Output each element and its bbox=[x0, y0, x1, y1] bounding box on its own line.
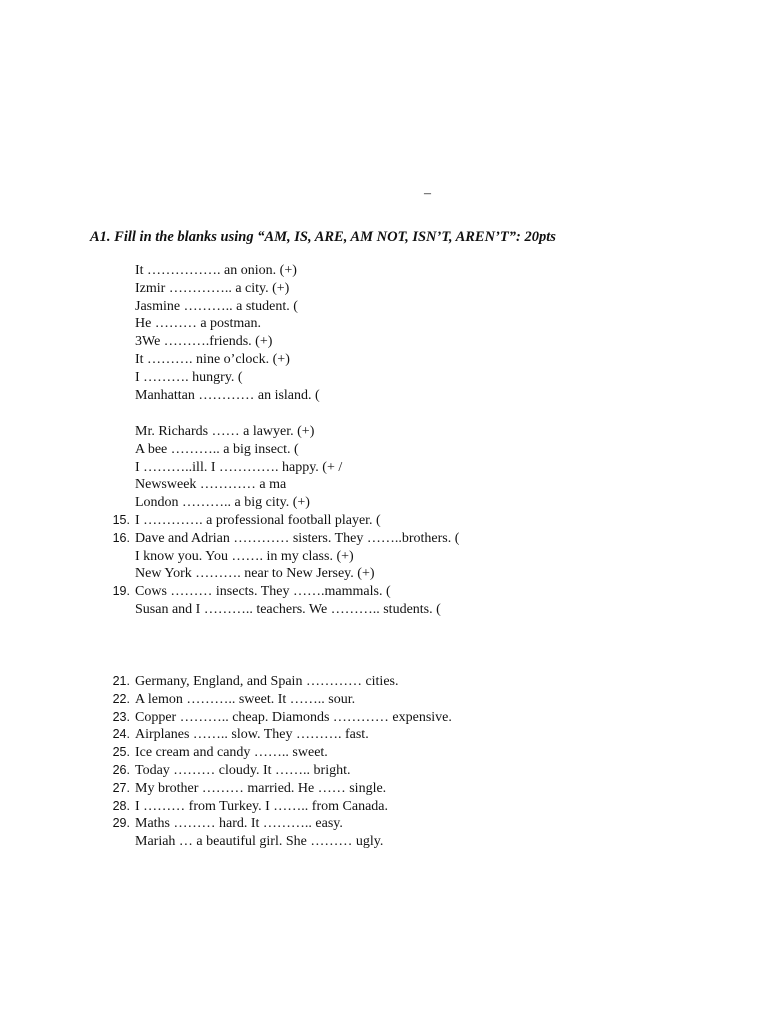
exercise-item bbox=[0, 369, 768, 387]
exercise-item bbox=[0, 494, 768, 512]
item-sentence: A lemon ……….. sweet. It …….. sour. bbox=[135, 691, 356, 707]
item-sentence: Mariah … a beautiful girl. She ……… ugly. bbox=[135, 834, 384, 850]
item-sentence: Germany, England, and Spain ………… cities. bbox=[135, 674, 399, 689]
item-sentence: Today ……… cloudy. It …….. bright. bbox=[135, 762, 351, 778]
exercise-item bbox=[0, 387, 768, 405]
item-sentence: Jasmine ……….. a student. ( bbox=[135, 298, 298, 314]
exercise-item bbox=[0, 691, 768, 709]
exercise-item bbox=[0, 512, 768, 530]
item-number: 29. bbox=[112, 816, 130, 831]
exercise-item bbox=[0, 673, 768, 691]
exercise-list-part-1 bbox=[0, 262, 768, 404]
exercise-item bbox=[0, 423, 768, 441]
exercise-item bbox=[0, 583, 768, 601]
item-sentence: Dave and Adrian ………… sisters. They ……..brothers. ( bbox=[135, 530, 460, 546]
exercise-item bbox=[0, 798, 768, 816]
item-sentence: Copper ……….. cheap. Diamonds ………… expensive. bbox=[135, 709, 452, 725]
item-number: 28. bbox=[112, 798, 130, 813]
exercise-item bbox=[0, 441, 768, 459]
item-number: 26. bbox=[112, 762, 130, 777]
exercise-item bbox=[0, 351, 768, 369]
item-sentence: 3We ……….friends. (+) bbox=[135, 334, 273, 350]
exercise-item bbox=[0, 476, 768, 494]
item-number: 21. bbox=[112, 674, 130, 688]
exercise-item bbox=[0, 298, 768, 316]
item-sentence: New York ………. near to New Jersey. (+) bbox=[135, 566, 375, 582]
header-dash: – bbox=[424, 186, 431, 201]
item-number: 24. bbox=[112, 727, 130, 742]
item-sentence: He ……… a postman. bbox=[135, 316, 261, 332]
exercise-item bbox=[0, 548, 768, 566]
item-number: 27. bbox=[112, 780, 130, 795]
item-sentence: Airplanes …….. slow. They ………. fast. bbox=[135, 727, 369, 743]
item-sentence: Mr. Richards …… a lawyer. (+) bbox=[135, 424, 315, 439]
item-number: 19. bbox=[112, 584, 130, 599]
item-sentence: Izmir ………….. a city. (+) bbox=[135, 280, 290, 296]
item-sentence: Maths ……… hard. It ……….. easy. bbox=[135, 816, 343, 832]
item-sentence: Cows ……… insects. They …….mammals. ( bbox=[135, 584, 391, 600]
exercise-item bbox=[0, 315, 768, 333]
item-sentence: Newsweek ………… a ma bbox=[135, 477, 287, 493]
item-number: 16. bbox=[112, 530, 130, 545]
item-number: 22. bbox=[112, 691, 130, 706]
exercise-item bbox=[0, 530, 768, 548]
item-sentence: Ice cream and candy …….. sweet. bbox=[135, 745, 328, 761]
exercise-item bbox=[0, 726, 768, 744]
exercise-item bbox=[0, 744, 768, 762]
item-sentence: A bee ……….. a big insect. ( bbox=[135, 441, 299, 457]
item-number: 25. bbox=[112, 745, 130, 760]
item-sentence: I …………. a professional football player. ( bbox=[135, 512, 381, 528]
item-sentence: My brother ……… married. He …… single. bbox=[135, 780, 387, 796]
exercise-item bbox=[0, 815, 768, 833]
exercise-item bbox=[0, 459, 768, 477]
item-sentence: Manhattan ………… an island. ( bbox=[135, 387, 320, 403]
item-number: 23. bbox=[112, 709, 130, 724]
item-sentence: It ……………. an onion. (+) bbox=[135, 263, 297, 278]
item-sentence: It ………. nine o’clock. (+) bbox=[135, 351, 290, 367]
exercise-item bbox=[0, 601, 768, 619]
item-sentence: Susan and I ……….. teachers. We ……….. students. ( bbox=[135, 601, 441, 617]
item-number: 15. bbox=[112, 512, 130, 527]
exercise-item bbox=[0, 565, 768, 583]
item-sentence: I ………. hungry. ( bbox=[135, 369, 243, 385]
exercise-list-part-2 bbox=[0, 423, 768, 619]
exercise-list-part-3 bbox=[0, 673, 768, 851]
exercise-item bbox=[0, 762, 768, 780]
item-sentence: London ……….. a big city. (+) bbox=[135, 495, 310, 511]
item-sentence: I know you. You ……. in my class. (+) bbox=[135, 548, 354, 564]
exercise-item bbox=[0, 262, 768, 280]
exercise-item bbox=[0, 833, 768, 851]
item-sentence: I ……… from Turkey. I …….. from Canada. bbox=[135, 798, 389, 814]
exercise-heading: A1. Fill in the blanks using “AM, IS, ARE, AM NOT, ISN’T, AREN’T”: 20pts bbox=[90, 229, 556, 245]
item-sentence: I ………..ill. I …………. happy. (+ / bbox=[135, 459, 343, 475]
exercise-item bbox=[0, 780, 768, 798]
exercise-item bbox=[0, 280, 768, 298]
exercise-item bbox=[0, 333, 768, 351]
exercise-item bbox=[0, 709, 768, 727]
